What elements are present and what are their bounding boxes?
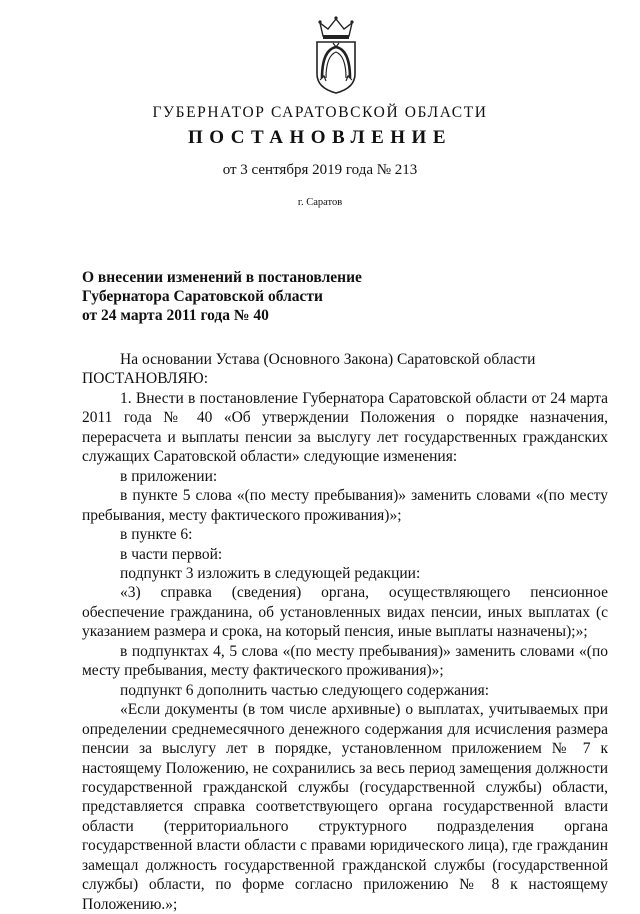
body-paragraph: в части первой: [120,545,223,563]
subject-line: О внесении изменений в постановление [82,269,362,286]
body-paragraph: «Если документы (в том числе архивные) о выплатах, учитываемых при определении среднемесячного денежного содержания для исчисления размера пенсии за выслугу лет в порядке, установленном приложением № 7 к настоящему Положению, не сохранились за весь период замещения должности государственной гражданской службы (государственной службы) области, представляется справка соответствующего органа государственной власти области (территориального структурного подразделения органа государственной власти области с правами юридического лица), где гражданин замещал должность государственной гражданской службы (государственной службы) области, по форме согласно приложению № 8 к настоящему Положению.»; [82,701,608,913]
body-paragraph: «3) справка (сведения) органа, осуществляющего пенсионное обеспечение гражданина, об установленных видах пенсии, иных выплатах (с указанием размера и срока, на который пенсия, иные выплаты назначены);»; [82,584,608,641]
body-paragraph: На основании Устава (Основного Закона) Саратовской области [120,351,536,368]
document-date-number: от 3 сентября 2019 года № 213 [222,162,418,178]
document-city: г. Саратов [297,197,343,208]
document-body [82,350,608,914]
issuing-authority: ГУБЕРНАТОР САРАТОВСКОЙ ОБЛАСТИ [152,104,488,121]
body-paragraph: ПОСТАНОВЛЯЮ: [82,370,209,388]
body-paragraph: в подпунктах 4, 5 слова «(по месту пребывания)» заменить словами «(по месту пребывания, месту фактического проживания)»; [82,642,608,680]
subject-line: Губернатора Саратовской области [82,288,323,305]
document-subject [82,268,362,325]
body-paragraph: 1. Внести в постановление Губернатора Саратовской области от 24 марта 2011 года № 40 «Об утверждении Положения о порядке назначения, перерасчета и выплаты пенсии за выслугу лет государственных гражданских служащих Саратовской области» следующие изменения: [82,389,608,466]
body-paragraph: в приложении: [120,467,218,485]
body-paragraph: в пункте 6: [120,526,193,544]
body-paragraph: в пункте 5 слова «(по месту пребывания)» заменить словами «(по месту пребывания, месту фактического проживания)»; [82,487,608,524]
subject-line: от 24 марта 2011 года № 40 [82,307,269,324]
body-paragraph: подпункт 6 дополнить частью следующего содержания: [120,681,490,699]
body-paragraph: подпункт 3 изложить в следующей редакции: [120,564,421,582]
coat-of-arms-icon [313,14,359,94]
document-type: ПОСТАНОВЛЕНИЕ [187,127,453,148]
